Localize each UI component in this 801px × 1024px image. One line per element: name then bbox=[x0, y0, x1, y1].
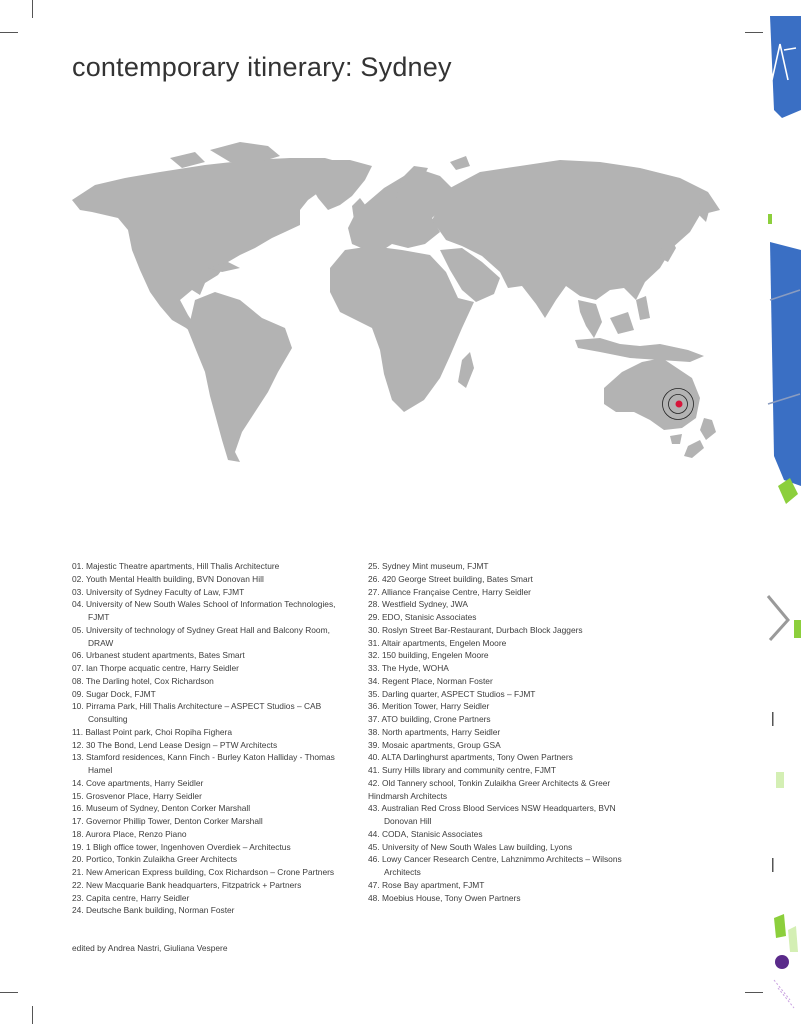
itinerary-item: 14. Cove apartments, Harry Seidler bbox=[72, 777, 204, 788]
itinerary-item: 23. Capita centre, Harry Seidler bbox=[72, 892, 190, 903]
itinerary-item: 12. 30 The Bond, Lend Lease Design – PTW Architects bbox=[72, 739, 278, 750]
south-america-shape bbox=[188, 292, 292, 462]
itinerary-item: 20. Portico, Tonkin Zulaikha Greer Architects bbox=[72, 854, 238, 865]
itinerary-item: 08. The Darling hotel, Cox Richardson bbox=[72, 675, 214, 686]
itinerary-item: 18. Aurora Place, Renzo Piano bbox=[72, 828, 187, 839]
arctic-islands-shape bbox=[210, 142, 280, 162]
itinerary-item: 30. Roslyn Street Bar-Restaurant, Durbach Block Jaggers bbox=[368, 624, 583, 635]
itinerary-item: 38. North apartments, Harry Seidler bbox=[368, 726, 501, 737]
itinerary-item: 06. Urbanest student apartments, Bates Smart bbox=[72, 650, 245, 661]
itinerary-item: 17. Governor Phillip Tower, Denton Corker Marshall bbox=[72, 816, 263, 826]
itinerary-item: 26. 420 George Street building, Bates Smart bbox=[368, 573, 533, 584]
itinerary-item: 39. Mosaic apartments, Group GSA bbox=[368, 739, 501, 750]
adjacent-page-edge-graphics bbox=[760, 0, 801, 1024]
itinerary-item: 35. Darling quarter, ASPECT Studios – FJMT bbox=[368, 688, 536, 699]
itinerary-item: 02. Youth Mental Health building, BVN Donovan Hill bbox=[72, 573, 264, 584]
itinerary-item: 11. Ballast Point park, Choi Ropiha Fighera bbox=[72, 726, 232, 737]
itinerary-item: 37. ATO building, Crone Partners bbox=[368, 714, 491, 724]
itinerary-item: 28. Westfield Sydney, JWA bbox=[368, 599, 468, 610]
itinerary-list-left bbox=[72, 560, 344, 917]
itinerary-item: 48. Moebius House, Tony Owen Partners bbox=[368, 892, 521, 903]
australia-shape bbox=[604, 358, 700, 430]
crop-mark-bottom-left-h bbox=[0, 992, 18, 993]
itinerary-item: 47. Rose Bay apartment, FJMT bbox=[368, 879, 485, 890]
itinerary-item: 09. Sugar Dock, FJMT bbox=[72, 688, 156, 699]
itinerary-item: 34. Regent Place, Norman Foster bbox=[368, 675, 493, 686]
itinerary-item: 03. University of Sydney Faculty of Law, FJMT bbox=[72, 586, 245, 597]
itinerary-item: 33. The Hyde, WOHA bbox=[368, 663, 449, 673]
itinerary-item: 22. New Macquarie Bank headquarters, Fitzpatrick + Partners bbox=[72, 879, 302, 890]
itinerary-item: 43. Australian Red Cross Blood Services NSW Headquarters, BVN Donovan Hill bbox=[368, 803, 616, 826]
madagascar-shape bbox=[458, 352, 474, 388]
itinerary-item: 25. Sydney Mint museum, FJMT bbox=[368, 561, 489, 571]
itinerary-item: 40. ALTA Darlinghurst apartments, Tony Owen Partners bbox=[368, 752, 573, 763]
itinerary-item: 44. CODA, Stanisic Associates bbox=[368, 828, 483, 839]
itinerary-item: 07. Ian Thorpe acquatic centre, Harry Seidler bbox=[72, 663, 239, 673]
itinerary-item: 04. University of New South Wales School of Information Technologies, FJMT bbox=[72, 599, 336, 622]
itinerary-item: 27. Alliance Française Centre, Harry Seidler bbox=[368, 586, 531, 597]
itinerary-item: 10. Pirrama Park, Hill Thalis Architecture – ASPECT Studios – CAB Consulting bbox=[72, 701, 322, 724]
itinerary-item: 13. Stamford residences, Kann Finch - Burley Katon Halliday - Thomas Hamel bbox=[72, 752, 335, 775]
itinerary-item: 16. Museum of Sydney, Denton Corker Marshall bbox=[72, 803, 251, 814]
itinerary-item: 15. Grosvenor Place, Harry Seidler bbox=[72, 790, 202, 801]
itinerary-item: 31. Altair apartments, Engelen Moore bbox=[368, 637, 507, 648]
page-title: contemporary itinerary: Sydney bbox=[72, 52, 452, 82]
itinerary-item: 41. Surry Hills library and community centre, FJMT bbox=[368, 765, 557, 775]
crop-mark-bottom-left-v bbox=[32, 1006, 33, 1024]
itinerary-list-right bbox=[368, 560, 630, 904]
itinerary-item: 21. New American Express building, Cox Richardson – Crone Partners bbox=[72, 867, 335, 877]
itinerary-item: 45. University of New South Wales Law building, Lyons bbox=[368, 841, 573, 852]
itinerary-item: 24. Deutsche Bank building, Norman Foster bbox=[72, 905, 235, 916]
itinerary-item: 29. EDO, Stanisic Associates bbox=[368, 612, 477, 622]
itinerary-item: 01. Majestic Theatre apartments, Hill Thalis Architecture bbox=[72, 561, 280, 571]
indonesia-shape bbox=[575, 338, 704, 362]
new-zealand-shape bbox=[700, 418, 716, 440]
itinerary-item: 46. Lowy Cancer Research Centre, Lahznimmo Architects – Wilsons Architects bbox=[368, 854, 622, 877]
itinerary-item: 42. Old Tannery school, Tonkin Zulaikha Greer Architects & Greer Hindmarsh Architects bbox=[368, 777, 611, 801]
itinerary-item: 36. Merition Tower, Harry Seidler bbox=[368, 701, 490, 712]
itinerary-item: 05. University of technology of Sydney Great Hall and Balcony Room, DRAW bbox=[72, 624, 330, 648]
itinerary-item: 32. 150 building, Engelen Moore bbox=[368, 650, 489, 661]
itinerary-item: 19. 1 Bligh office tower, Ingenhoven Overdiek – Architectus bbox=[72, 841, 291, 852]
editor-credit: edited by Andrea Nastri, Giuliana Vespere bbox=[72, 943, 228, 953]
